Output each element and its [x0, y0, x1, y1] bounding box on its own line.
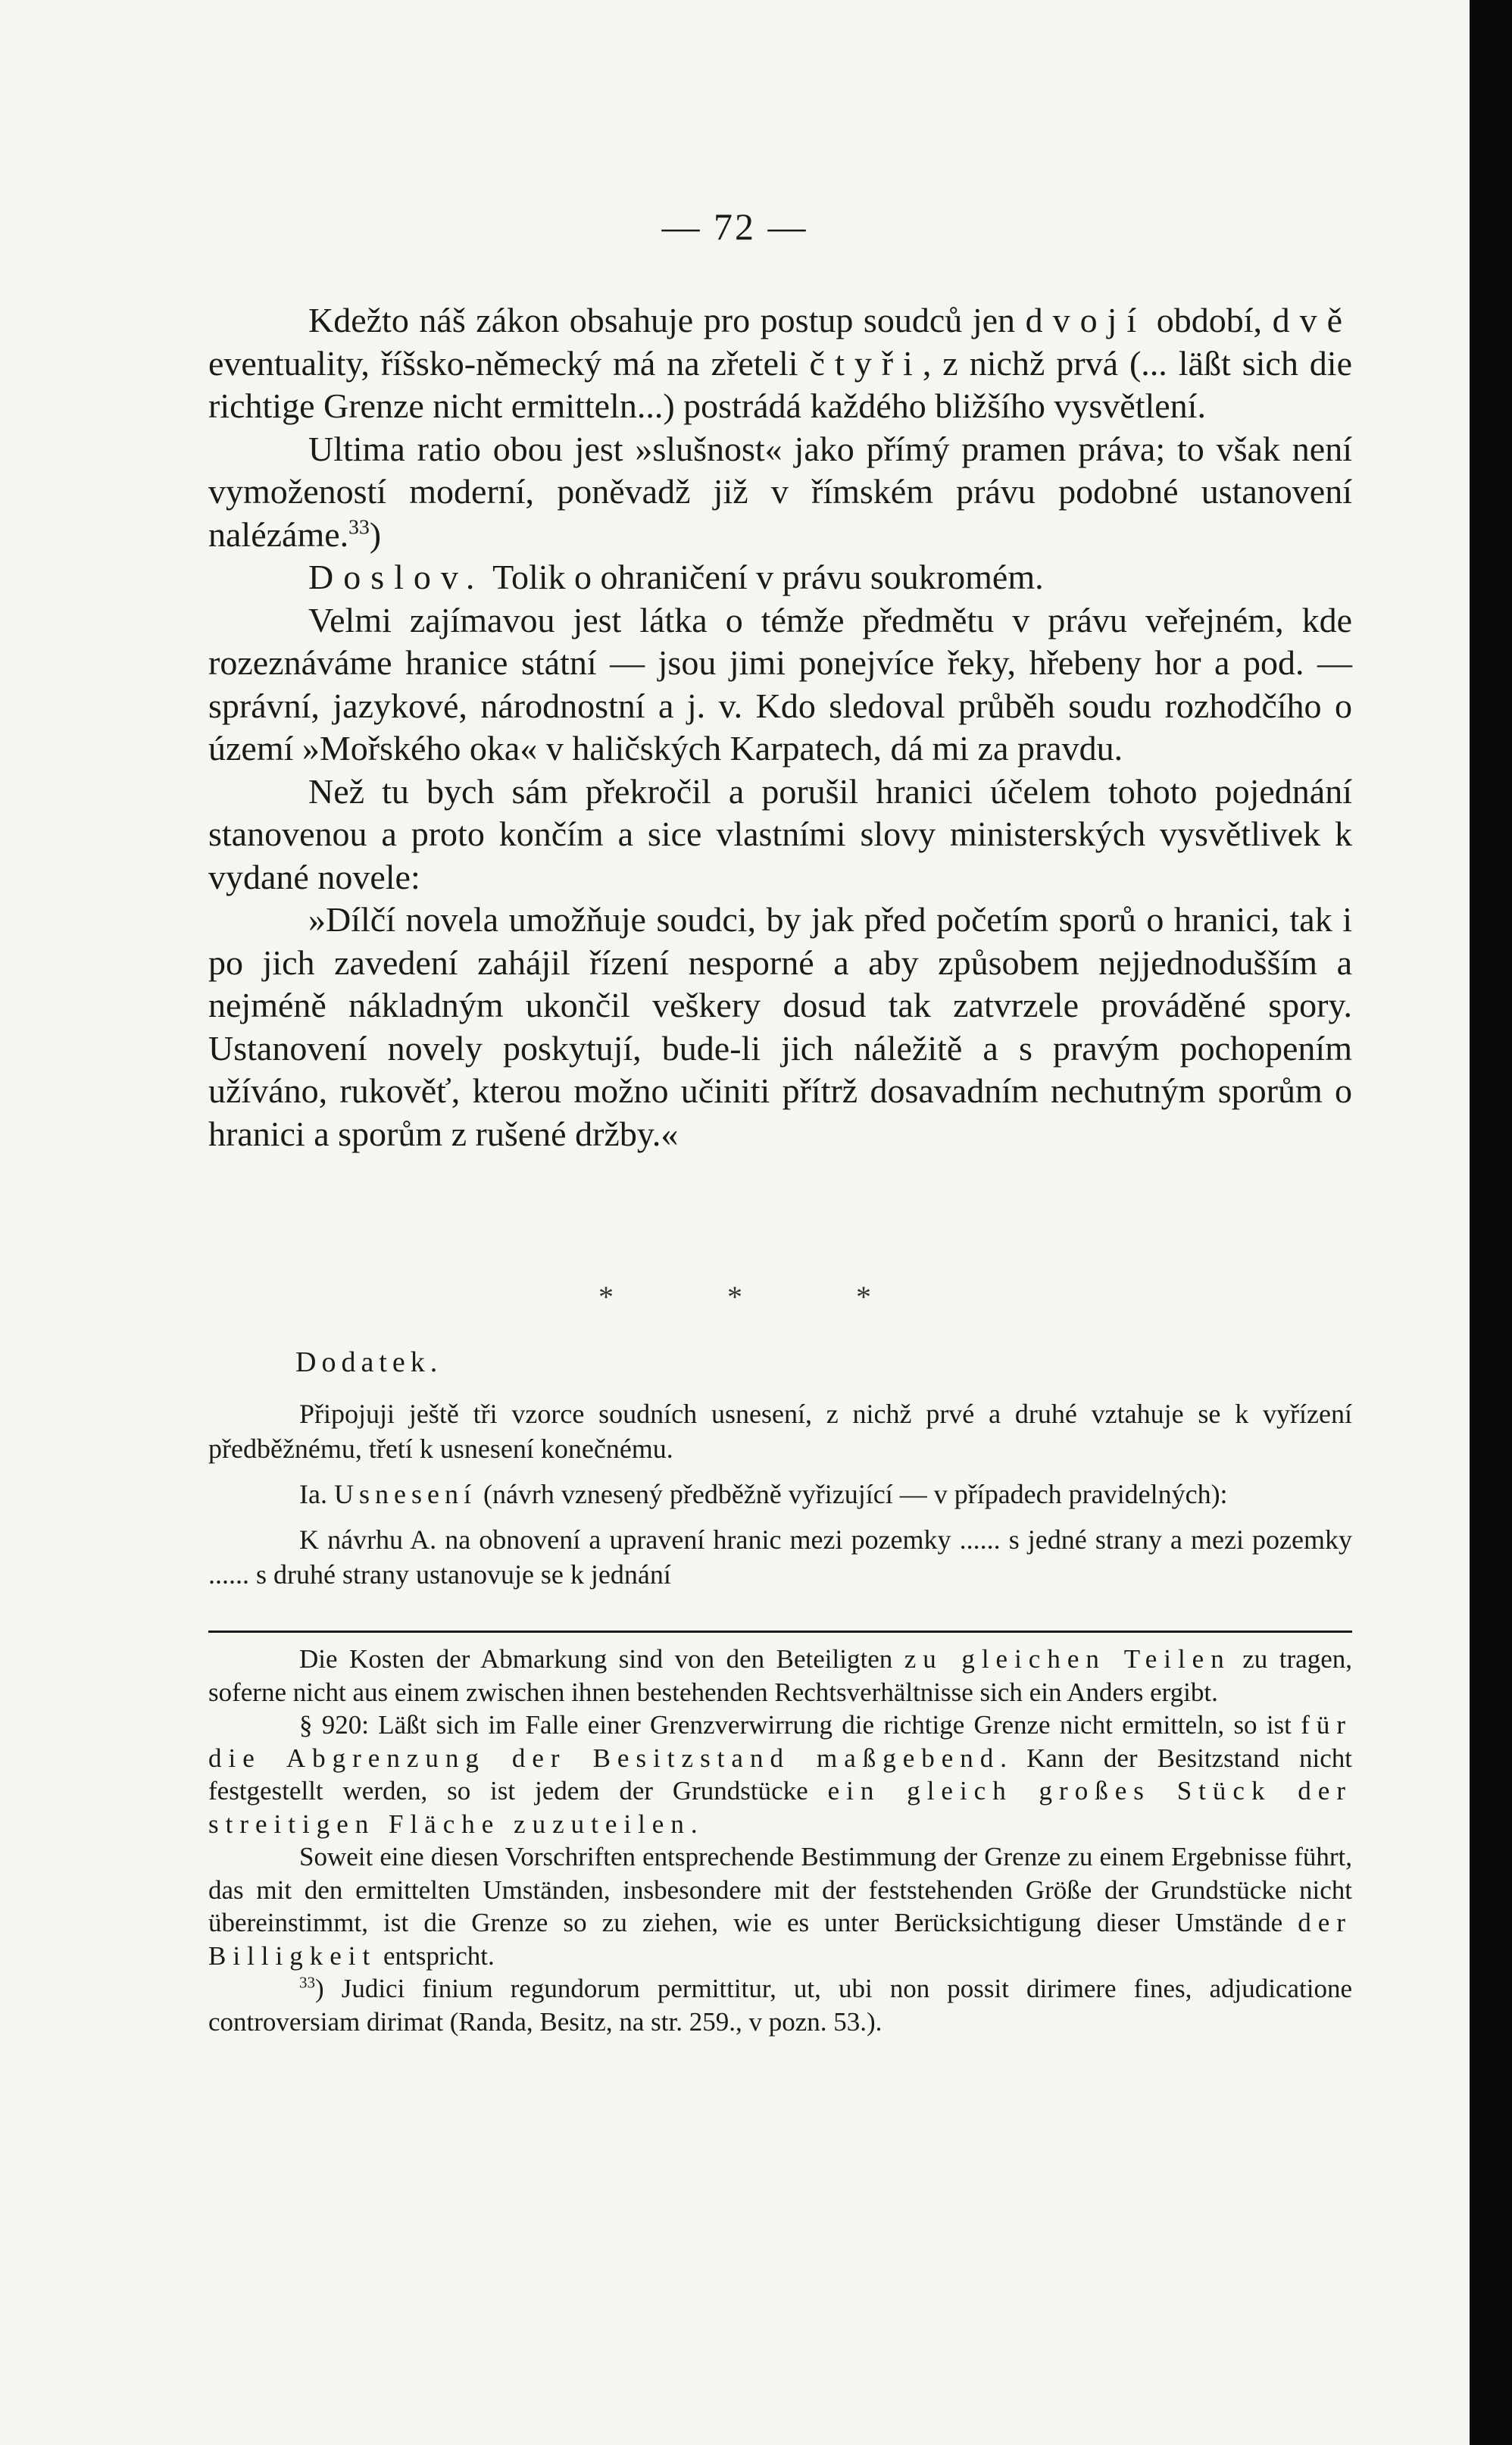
footnote-2: § 920: Läßt sich im Falle einer Grenzverwirrung die richtige Grenze nicht ermitteln, so ist für die Abgrenzung der Besitzstand maßgebend. Kann der Besitzstand nicht festgestellt werden, so ist jedem der Grundstücke ein gleich großes Stück der streitigen Fläche zuzuteilen. — [208, 1710, 1352, 1839]
paragraph-4: Velmi zajímavou jest látka o témže předmětu v právu veřejném, kde rozeznáváme hranice státní — jsou jimi ponejvíce řeky, hřebeny hor a pod. — správní, jazykové, národnostní a j. v. Kdo sledoval průběh soudu rozhodčího o území »Mořského oka« v haličských Karpatech, dá mi za pravdu. — [208, 600, 1352, 768]
main-text — [208, 299, 1352, 1155]
spaced-word: dvojí — [1025, 301, 1147, 339]
spaced-word: zu gleichen Teilen — [904, 1644, 1231, 1674]
spaced-word: der Billigkeit — [208, 1908, 1352, 1971]
appendix-paragraph-1: Připojuji ještě tři vzorce soudních usnesení, z nichž prvé a druhé vztahuje se k vyřízení předběžnému, třetí k usnesení konečnému. — [208, 1399, 1352, 1464]
paragraph-6: »Dílčí novela umožňuje soudci, by jak před početím sporů o hranici, tak i po jich zavedení zahájil řízení nesporné a aby způsobem nejjednodušším a nejméně nákladným ukončil veškery dosud tak zatvrzele prováděné spory. Ustanovení novely poskytují, bude-li jich náležitě a s pravým pochopením užíváno, rukověť, kterou možno učiniti přítrž dosavadním nechutným sporům o hranici a sporům z rušené držby.« — [208, 900, 1352, 1153]
appendix-paragraph-2: Ia. Usnesení (návrh vznesený předběžně vyřizující — v případech pravidelných): — [299, 1479, 1228, 1509]
section-heading: Doslov. — [308, 558, 485, 596]
spaced-word: čtyři — [809, 343, 923, 383]
spaced-word: dvě — [1272, 301, 1352, 339]
footnote-1: Die Kosten der Abmarkung sind von den Beteiligten zu gleichen Teilen zu tragen, soferne nicht aus einem zwischen ihnen bestehenden Rechtsverhältnisse sich ein Anders ergibt. — [208, 1644, 1352, 1707]
footnotes — [208, 1643, 1352, 2038]
page-number: — 72 — — [661, 205, 808, 248]
footnote-ref: 33 — [348, 514, 370, 539]
appendix-paragraph-3: K návrhu A. na obnovení a upravení hranic mezi pozemky ...... s jedné strany a mezi pozemky ...... s druhé strany ustanovuje se k jednání — [208, 1524, 1352, 1590]
spaced-word: ein gleich großes Stück der streitigen Fläche zuzuteilen — [208, 1776, 1352, 1839]
footnote-divider — [208, 1631, 1352, 1633]
appendix — [208, 1345, 1352, 1592]
paragraph-2: Ultima ratio obou jest »slušnost« jako přímý pramen práva; to však není vymožeností moderní, poněvadž již v římském právu podobné ustanovení nalézáme.$^{33}$) — [208, 429, 1352, 554]
paragraph-5: Než tu bych sám překročil a porušil hranici účelem tohoto pojednání stanovenou a proto končím a sice vlastními slovy ministerských vysvětlivek k vydané novele: — [208, 771, 1352, 896]
footnote-3: Soweit eine diesen Vorschriften entsprechende Bestimmung der Grenze zu einem Ergebnisse führt, das mit den ermittelten Umständen, insbesondere mit der feststehenden Größe der Grundstücke nicht übereinstimmt, ist die Grenze so zu ziehen, wie es unter Berücksichtigung dieser Umstände der Billigkeit entspricht. — [208, 1842, 1352, 1971]
spaced-word: Usnesení — [333, 1479, 476, 1509]
section-separator: * * * — [598, 1280, 871, 1314]
paragraph-1: Kdežto náš zákon obsahuje pro postup soudců jen dvojí období, dvě eventuality, říšsko-německý má na zřeteli čtyři, z nichž prvá (... läßt sich die richtige Grenze nicht ermitteln...) postrádá každého bližšího vysvětlení. — [208, 301, 1352, 425]
appendix-heading: Dodatek. — [295, 1346, 443, 1378]
spaced-word: für die Abgrenzung der Besitzstand maßgebend — [208, 1710, 1352, 1773]
paragraph-3: Doslov. Tolik o ohraničení v právu soukromém. — [308, 558, 1044, 596]
footnote-33: $^{33}$) Judici finium regundorum permittitur, ut, ubi non possit dirimere fines, adjudicatione controversiam dirimat (Randa, Besitz, na str. 259., v pozn. 53.). — [208, 1973, 1352, 2037]
footnote-number: 33 — [299, 1973, 315, 1992]
